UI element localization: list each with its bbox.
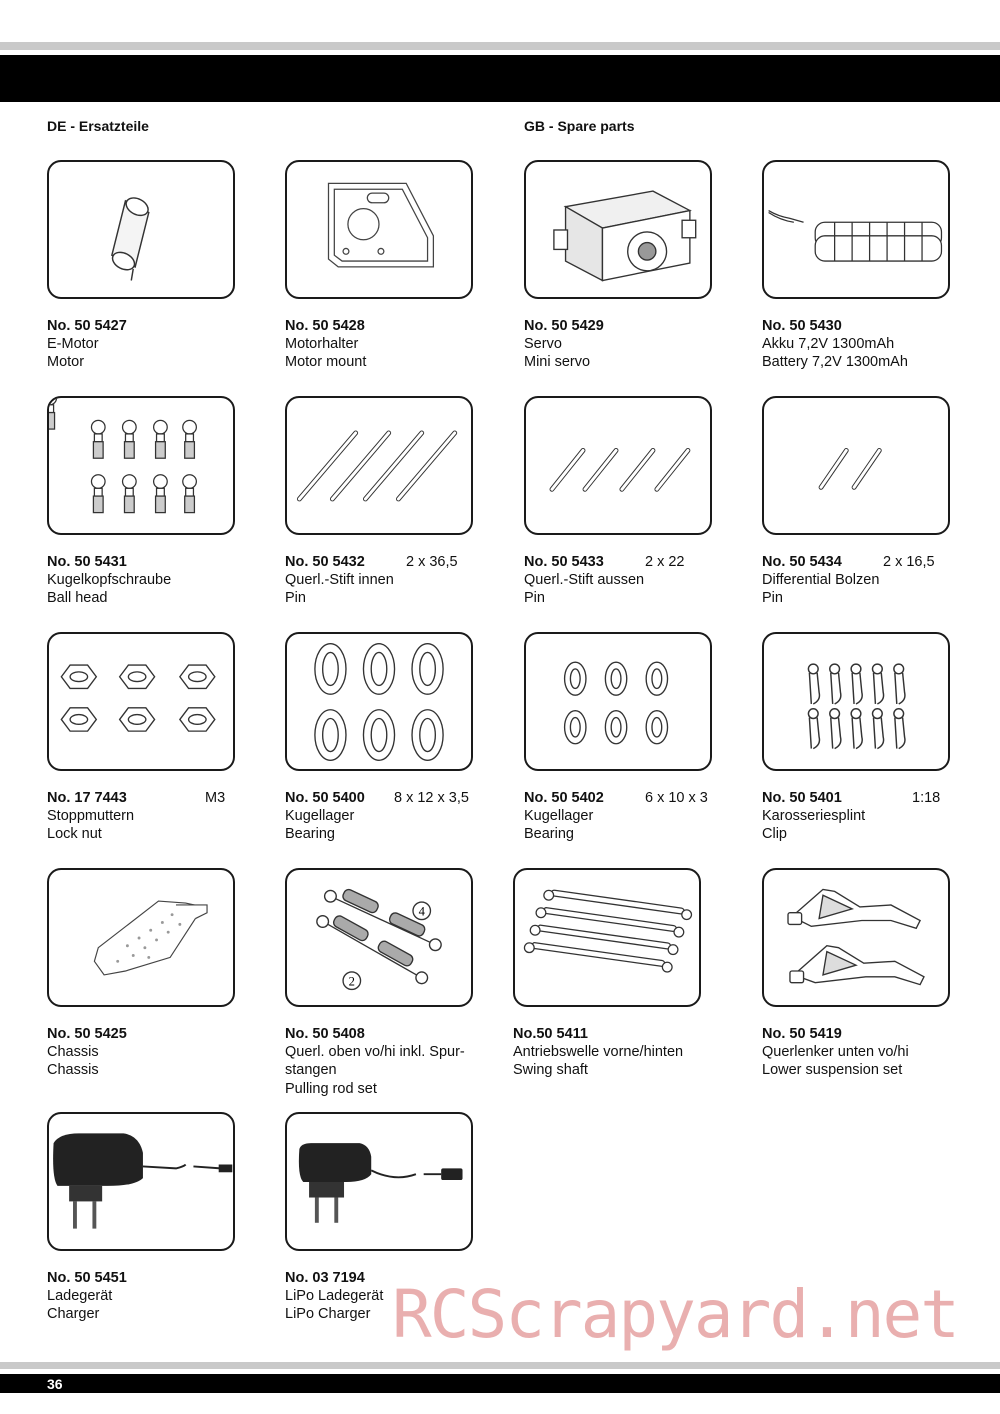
part-number: No. 50 5430 xyxy=(762,318,842,334)
part-spec: M3 xyxy=(205,790,226,806)
part-number: No. 50 5427 xyxy=(47,318,127,334)
lock-nut-icon xyxy=(47,632,235,771)
chassis-icon xyxy=(47,868,235,1007)
part-name-en: Battery 7,2V 1300mAh xyxy=(762,354,908,371)
part-number: No. 50 5432 xyxy=(285,554,365,570)
part-name-de: Kugelkopfschraube xyxy=(47,572,172,589)
part-number: No. 50 5433 xyxy=(524,554,604,570)
swing-shaft-icon xyxy=(513,868,701,1007)
part-number: No. 50 5401 xyxy=(762,790,842,806)
part-name-de-cont: stangen xyxy=(285,1062,337,1079)
part-name-en: Mini servo xyxy=(524,354,591,371)
part-name-en: LiPo Charger xyxy=(285,1306,371,1323)
part-name-en: Ball head xyxy=(47,590,108,607)
top-gray-rule xyxy=(0,42,1000,50)
part-number: No. 50 5400 xyxy=(285,790,365,806)
part-name-en: Charger xyxy=(47,1306,100,1323)
pin-medium-icon xyxy=(524,396,712,535)
ball-head-icon xyxy=(47,396,235,535)
bearing-large-icon xyxy=(285,632,473,771)
part-name-de: Servo xyxy=(524,336,562,353)
page-number: 36 xyxy=(47,1376,63,1392)
part-name-en: Pin xyxy=(524,590,545,607)
part-name-de: Ladegerät xyxy=(47,1288,113,1305)
part-name-en: Lock nut xyxy=(47,826,102,843)
bearing-small-icon xyxy=(524,632,712,771)
part-spec: 8 x 12 x 3,5 xyxy=(394,790,469,806)
body-clip-icon xyxy=(762,632,950,771)
part-number: No. 50 5429 xyxy=(524,318,604,334)
header-gb: GB - Spare parts xyxy=(524,118,635,134)
charger-icon xyxy=(47,1112,235,1251)
part-name-de: Chassis xyxy=(47,1044,99,1061)
suspension-arm-icon xyxy=(762,868,950,1007)
part-number: No. 50 5428 xyxy=(285,318,365,334)
part-name-de: Antriebswelle vorne/hinten xyxy=(513,1044,684,1061)
part-name-de: Querlenker unten vo/hi xyxy=(762,1044,909,1061)
header-de: DE - Ersatzteile xyxy=(47,118,149,134)
part-number: No. 50 5425 xyxy=(47,1026,127,1042)
part-name-en: Motor xyxy=(47,354,85,371)
callout-2: 2 xyxy=(348,974,355,989)
part-name-de: Karosseriesplint xyxy=(762,808,866,825)
part-number: No. 50 5431 xyxy=(47,554,127,570)
part-number: No. 50 5402 xyxy=(524,790,604,806)
part-name-en: Bearing xyxy=(285,826,335,843)
callout-4: 4 xyxy=(418,904,425,919)
part-name-en: Pin xyxy=(762,590,783,607)
part-spec: 1:18 xyxy=(912,790,941,806)
part-name-de: Akku 7,2V 1300mAh xyxy=(762,336,895,353)
part-name-en: Pin xyxy=(285,590,306,607)
part-number: No.50 5411 xyxy=(513,1026,588,1042)
servo-icon xyxy=(524,160,712,299)
motor-mount-icon xyxy=(285,160,473,299)
part-name-en: Chassis xyxy=(47,1062,99,1079)
motor-icon xyxy=(47,160,235,299)
part-spec: 2 x 36,5 xyxy=(406,554,458,570)
part-name-en: Lower suspension set xyxy=(762,1062,903,1079)
part-name-de: E-Motor xyxy=(47,336,99,353)
part-name-de: Motorhalter xyxy=(285,336,359,353)
battery-icon xyxy=(762,160,950,299)
part-name-de: Stoppmuttern xyxy=(47,808,135,825)
part-name-en: Bearing xyxy=(524,826,574,843)
part-number: No. 50 5434 xyxy=(762,554,842,570)
pin-short-icon xyxy=(762,396,950,535)
part-name-de: Kugellager xyxy=(285,808,355,825)
pulling-rod-icon xyxy=(285,868,473,1007)
part-name-en: Motor mount xyxy=(285,354,367,371)
part-name-en: Swing shaft xyxy=(513,1062,588,1079)
part-number: No. 17 7443 xyxy=(47,790,127,806)
top-black-banner xyxy=(0,55,1000,102)
part-name-de: Querl.-Stift aussen xyxy=(524,572,645,589)
part-spec: 6 x 10 x 3 xyxy=(645,790,708,806)
part-spec: 2 x 16,5 xyxy=(883,554,935,570)
part-number: No. 50 5408 xyxy=(285,1026,365,1042)
part-number: No. 50 5451 xyxy=(47,1270,127,1286)
part-name-de: Differential Bolzen xyxy=(762,572,880,589)
part-name-en: Pulling rod set xyxy=(285,1080,377,1097)
part-name-de: Kugellager xyxy=(524,808,594,825)
part-spec: 2 x 22 xyxy=(645,554,685,570)
watermark: RCScrapyard.net xyxy=(392,1276,959,1353)
pin-long-icon xyxy=(285,396,473,535)
part-name-de: LiPo Ladegerät xyxy=(285,1288,384,1305)
lipo-charger-icon xyxy=(285,1112,473,1251)
part-number: No. 50 5419 xyxy=(762,1026,842,1042)
bottom-black-bar xyxy=(0,1374,1000,1393)
part-name-de: Querl.-Stift innen xyxy=(285,572,394,589)
part-name-en: Clip xyxy=(762,826,787,843)
part-name-de: Querl. oben vo/hi inkl. Spur- xyxy=(285,1044,465,1061)
bottom-gray-rule xyxy=(0,1362,1000,1369)
part-number: No. 03 7194 xyxy=(285,1270,365,1286)
